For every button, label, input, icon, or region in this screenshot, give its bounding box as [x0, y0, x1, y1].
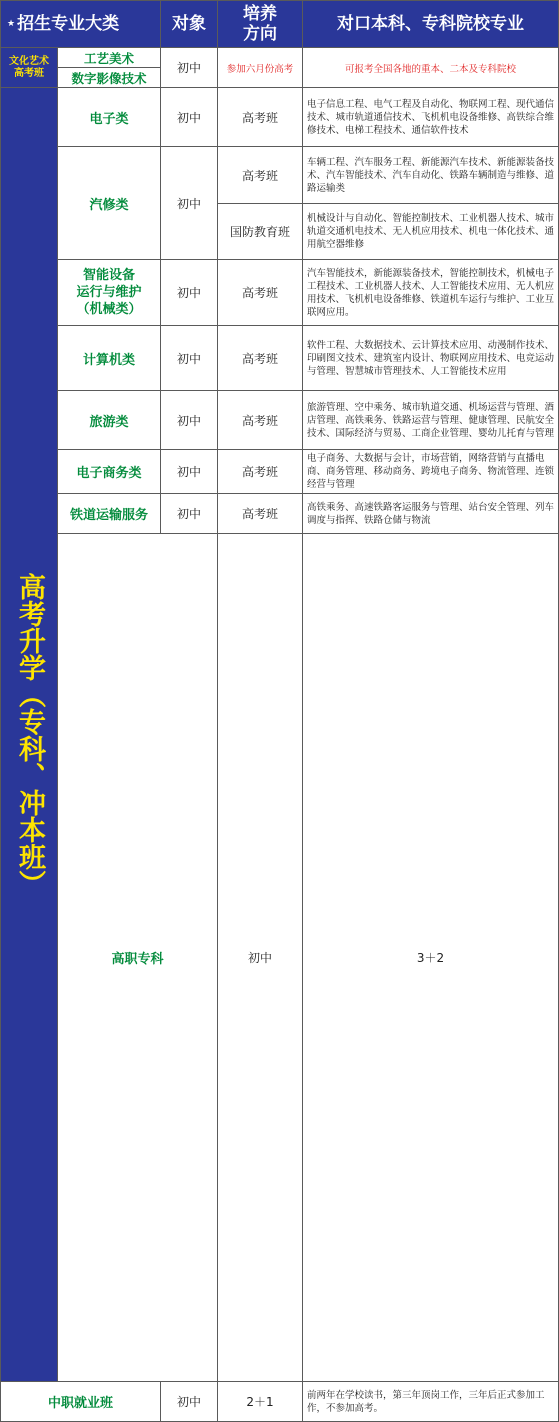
table-row [1, 391, 559, 450]
direction-cell: 高考班 [218, 326, 303, 391]
arts-row-1 [1, 48, 559, 68]
direction-cell: 2＋1 [218, 1382, 303, 1422]
table-row [1, 450, 559, 494]
direction-cell: 高考班 [218, 88, 303, 147]
target-cell: 初中 [161, 147, 218, 260]
target-cell: 初中 [161, 1382, 218, 1422]
vocational-row [1, 534, 559, 1382]
header-row [1, 1, 559, 48]
category-cell: 电子类 [58, 88, 161, 147]
header-target: 对象 [161, 1, 218, 48]
star-icon: ★ [7, 19, 16, 29]
majors-cell: 电子商务、大数据与会计，市场营销，网络营销与直播电商、商务管理、移动商务、跨境电子商务、物流管理、连锁经营与管理 [303, 450, 559, 494]
category-cell: 高职专科 [58, 534, 218, 1382]
table-row [1, 260, 559, 326]
target-cell: 初中 [161, 391, 218, 450]
majors-cell: 电子信息工程、电气工程及自动化、物联网工程、现代通信技术、城市轨道通信技术、飞机机电设备维修、高铁综合维修技术、电梯工程技术、通信软件技术 [303, 88, 559, 147]
category-cell: 智能设备 运行与维护 （机械类） [58, 260, 161, 326]
direction-cell: 高考班 [218, 494, 303, 534]
category-cell: 电子商务类 [58, 450, 161, 494]
category-cell: 旅游类 [58, 391, 161, 450]
category-cell: 汽修类 [58, 147, 161, 260]
target-cell: 初中 [161, 494, 218, 534]
direction-cell: 高考班 [218, 391, 303, 450]
arts-major-name: 数字影像技术 [58, 68, 161, 88]
direction-cell: 3＋2 [303, 534, 559, 1382]
majors-cell: 汽车智能技术，新能源装备技术，智能控制技术，机械电子工程技术、工业机器人技术、人工智能技术应用、无人机应用技术、飞机机电设备维修、铁道机车运行与维护、工业互联网应用。 [303, 260, 559, 326]
arts-majors: 可报考全国各地的重本、二本及专科院校 [303, 48, 559, 88]
direction-cell: 高考班 [218, 450, 303, 494]
target-cell: 初中 [161, 450, 218, 494]
header-majors: 对口本科、专科院校专业 [303, 1, 559, 48]
table-row [1, 494, 559, 534]
header-direction: 培养 方向 [218, 1, 303, 48]
majors-cell: 机械设计与自动化、智能控制技术、工业机器人技术、城市轨道交通机电技术、无人机应用技术、机电一体化技术、通用航空器维修 [303, 204, 559, 260]
majors-cell: 车辆工程、汽车服务工程、新能源汽车技术、新能源装备技术、汽车智能技术、汽车自动化、铁路车辆制造与维修、道路运输类 [303, 147, 559, 204]
direction-cell: 高考班 [218, 147, 303, 204]
target-cell: 初中 [161, 88, 218, 147]
target-cell: 初中 [161, 326, 218, 391]
target-cell: 初中 [218, 534, 303, 1382]
category-cell: 铁道运输服务 [58, 494, 161, 534]
arts-group-label: 文化艺术 高考班 [1, 48, 58, 88]
table-row [1, 326, 559, 391]
gaokao-group-label: 高考升学（专科、冲本班） [1, 88, 58, 1382]
direction-cell: 国防教育班 [218, 204, 303, 260]
header-category: ★ 招生专业大类 [1, 1, 161, 48]
majors-cell: 高铁乘务、高速铁路客运服务与管理、站台安全管理、列车调度与指挥、铁路仓储与物流 [303, 494, 559, 534]
majors-cell: 软件工程、大数据技术、云计算技术应用、动漫制作技术、印刷图文技术、建筑室内设计、物联网应用技术、电竞运动与管理、智慧城市管理技术、人工智能技术应用 [303, 326, 559, 391]
majors-cell: 前两年在学校读书，第三年顶岗工作，三年后正式参加工作，不参加高考。 [303, 1382, 559, 1422]
category-cell: 计算机类 [58, 326, 161, 391]
direction-cell: 高考班 [218, 260, 303, 326]
target-cell: 初中 [161, 260, 218, 326]
employment-row [1, 1382, 559, 1422]
table-row [1, 88, 559, 147]
table-row [1, 147, 559, 204]
majors-cell: 旅游管理、空中乘务、城市轨道交通、机场运营与管理、酒店管理、高铁乘务、铁路运营与管理、健康管理、民航安全技术、国际经济与贸易、工商企业管理、婴幼儿托育与管理 [303, 391, 559, 450]
category-cell: 中职就业班 [1, 1382, 161, 1422]
arts-major-name: 工艺美术 [58, 48, 161, 68]
arts-target: 初中 [161, 48, 218, 88]
arts-direction: 参加六月份高考 [218, 48, 303, 88]
